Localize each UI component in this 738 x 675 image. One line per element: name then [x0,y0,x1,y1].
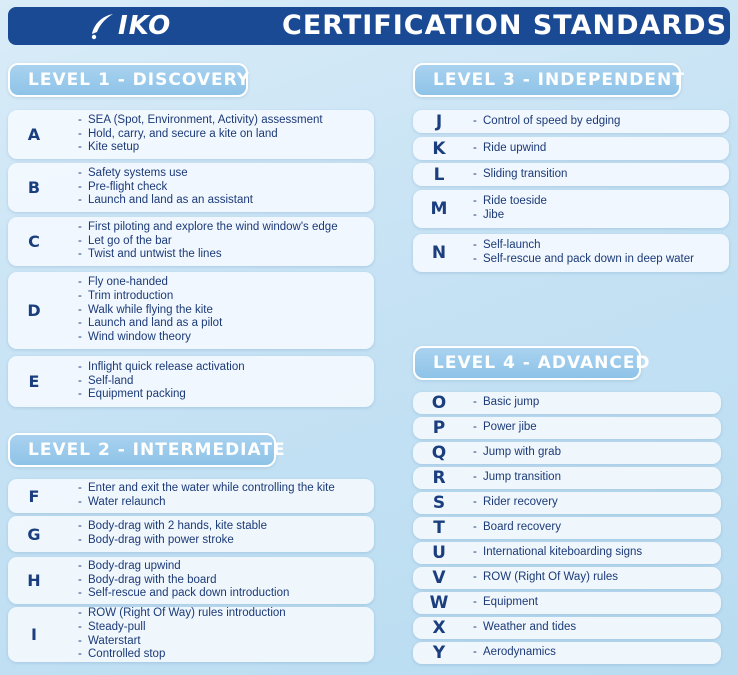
standard-letter: O [431,393,447,413]
standard-letter: A [27,125,41,144]
standard-card-h [8,557,374,604]
standard-card-s [413,492,721,514]
standard-item: - Controlled stop [78,648,368,662]
standard-card-k [413,137,729,160]
standard-item: - Launch and land as an assistant [78,194,368,208]
standard-item: - Fly one-handed [78,276,368,290]
standard-item: - Steady-pull [78,621,368,635]
standard-letter: W [429,593,449,613]
standard-item: - Kite setup [78,141,368,155]
standard-item: - International kiteboarding signs [473,546,715,560]
standard-item: - Safety systems use [78,167,368,181]
standard-item: - Self-launch [473,239,723,253]
standard-item: - SEA (Spot, Environment, Activity) assessment [78,114,368,128]
standard-item: - Basic jump [473,396,715,410]
standard-card-b [8,163,374,212]
standard-letter: I [31,625,37,644]
standard-letter: G [27,524,41,544]
standard-item: - Body-drag with 2 hands, kite stable [78,520,368,534]
standard-item: - Body-drag with the board [78,574,368,588]
standard-letter: L [433,164,445,185]
standard-item: - Weather and tides [473,621,715,635]
standard-item: - Pre-flight check [78,181,368,195]
standard-item: - Twist and untwist the lines [78,248,368,262]
standard-item: - Equipment [473,596,715,610]
standard-letter: H [27,571,41,590]
standard-card-l [413,163,729,186]
standard-letter: C [28,232,40,251]
standard-item: - Ride toeside [473,195,723,209]
standard-letter: K [432,138,446,159]
standard-item: - Enter and exit the water while controlling the kite [78,482,368,496]
standard-card-i [8,607,374,662]
standard-letter: F [28,486,40,506]
kiteboarder-icon [86,12,116,40]
standard-item: - ROW (Right Of Way) rules [473,571,715,585]
standard-item: - Sliding transition [473,168,723,182]
standard-item: - Body-drag upwind [78,560,368,574]
standard-letter: B [27,178,41,197]
standard-item: - Jibe [473,209,723,223]
standard-item: - Ride upwind [473,142,723,156]
standard-item: - ROW (Right Of Way) rules introduction [78,607,368,621]
header-bar [8,7,730,45]
page-title: CERTIFICATION STANDARDS [282,10,728,41]
standard-letter: R [432,468,446,488]
standard-letter: D [27,301,41,320]
standard-item: - Wind window theory [78,331,368,345]
standard-card-o [413,392,721,414]
standard-card-m [413,190,729,228]
standard-item: - Water relaunch [78,496,368,510]
standard-item: - Walk while flying the kite [78,304,368,318]
standard-item: - Power jibe [473,421,715,435]
standard-item: - Self-land [78,375,368,389]
standard-item: - Trim introduction [78,290,368,304]
standard-letter: E [28,372,40,391]
standard-card-w [413,592,721,614]
iko-logo [86,11,186,41]
standard-item: - Launch and land as a pilot [78,317,368,331]
standard-item: - Self-rescue and pack down introduction [78,587,368,601]
standard-item: - Hold, carry, and secure a kite on land [78,128,368,142]
standard-card-e [8,356,374,407]
standard-letter: N [431,243,447,263]
standard-item: - First piloting and explore the wind window's edge [78,221,368,235]
standard-item: - Self-rescue and pack down in deep water [473,253,723,267]
standard-item: - Jump with grab [473,446,715,460]
standard-letter: Y [432,643,446,663]
standard-card-t [413,517,721,539]
standard-card-q [413,442,721,464]
standard-card-y [413,642,721,664]
standard-item: - Equipment packing [78,388,368,402]
standard-card-r [413,467,721,489]
standard-item: - Waterstart [78,635,368,649]
standard-item: - Control of speed by edging [473,115,723,129]
standard-card-a [8,110,374,159]
standard-card-f [8,479,374,513]
standard-card-g [8,516,374,552]
standard-letter: J [435,111,443,132]
level-2-heading: LEVEL 2 - INTERMEDIATE [8,433,276,467]
standard-card-v [413,567,721,589]
logo-text: IKO [118,11,172,41]
standard-card-x [413,617,721,639]
standard-letter: P [432,418,446,438]
standard-letter: X [432,618,446,638]
standard-item: - Inflight quick release activation [78,361,368,375]
standard-item: - Jump transition [473,471,715,485]
standard-item: - Body-drag with power stroke [78,534,368,548]
standard-item: - Rider recovery [473,496,715,510]
standard-item: - Aerodynamics [473,646,715,660]
level-4-heading: LEVEL 4 - ADVANCED [413,346,641,380]
standard-letter: M [430,199,448,219]
level-3-heading: LEVEL 3 - INDEPENDENT [413,63,681,97]
standard-card-c [8,217,374,266]
standard-letter: Q [431,443,447,463]
standard-letter: S [432,493,446,513]
standard-item: - Let go of the bar [78,235,368,249]
standard-letter: U [432,543,446,563]
standard-card-d [8,272,374,349]
standard-letter: V [432,568,446,588]
standard-card-n [413,234,729,272]
standard-letter: T [433,518,445,538]
standard-card-u [413,542,721,564]
level-1-heading: LEVEL 1 - DISCOVERY [8,63,248,97]
standard-card-p [413,417,721,439]
standard-item: - Board recovery [473,521,715,535]
standard-card-j [413,110,729,133]
